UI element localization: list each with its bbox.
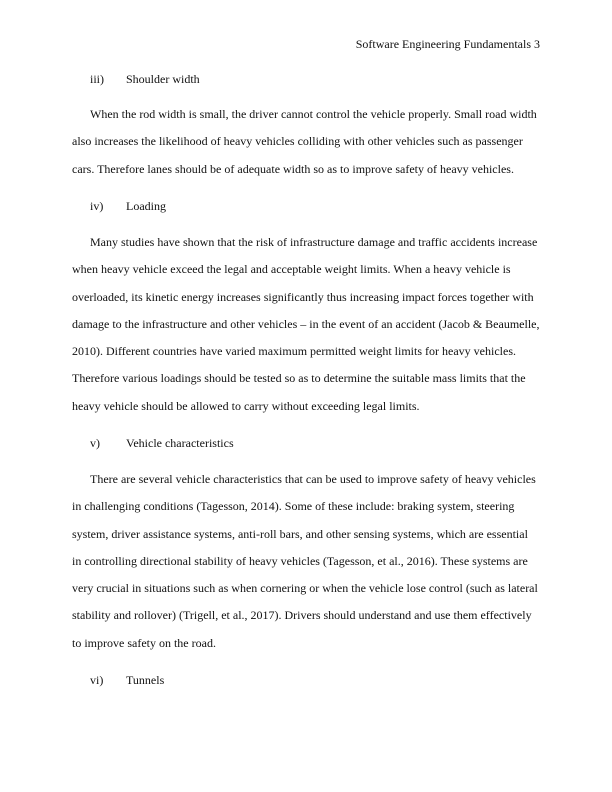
paragraph-line: There are several vehicle characteristics that can be used to improve safety of heavy vehicles bbox=[90, 472, 536, 486]
running-head: Software Engineering Fundamentals 3 bbox=[355, 37, 540, 51]
section-title: Shoulder width bbox=[126, 72, 200, 86]
section-heading-v bbox=[90, 436, 234, 450]
paragraph-line: in challenging conditions (Tagesson, 2014). Some of these include: braking system, steering bbox=[72, 499, 515, 514]
paragraph-loading bbox=[72, 235, 547, 426]
section-number: iv) bbox=[90, 199, 104, 213]
paragraph-line: to improve safety on the road. bbox=[72, 635, 216, 650]
paragraph-line: stability and rollover) (Trigell, et al., 2017). Drivers should understand and use them effectively bbox=[72, 608, 532, 623]
section-title: Vehicle characteristics bbox=[126, 436, 234, 450]
section-number: iii) bbox=[90, 72, 104, 86]
paragraph-line: Therefore various loadings should be tested so as to determine the suitable mass limits that the bbox=[72, 371, 526, 386]
paragraph-line: when heavy vehicle exceed the legal and acceptable weight limits. When a heavy vehicle is bbox=[72, 262, 511, 277]
paragraph-vehicle-characteristics bbox=[72, 472, 547, 663]
section-title: Loading bbox=[126, 199, 166, 213]
paragraph-line: very crucial in situations such as when cornering or when the vehicle lose control (such as lateral bbox=[72, 581, 538, 596]
paragraph-shoulder-width bbox=[72, 107, 547, 189]
paragraph-line: When the rod width is small, the driver cannot control the vehicle properly. Small road width bbox=[90, 107, 537, 121]
section-heading-vi bbox=[90, 673, 164, 687]
section-title: Tunnels bbox=[126, 673, 165, 687]
paragraph-line: 2010). Different countries have varied maximum permitted weight limits for heavy vehicles. bbox=[72, 344, 516, 359]
paragraph-line: overloaded, its kinetic energy increases significantly thus increasing impact forces together with bbox=[72, 289, 534, 304]
paragraph-line: cars. Therefore lanes should be of adequate width so as to improve safety of heavy vehicles. bbox=[72, 161, 514, 176]
paragraph-line: system, driver assistance systems, anti-roll bars, and other sensing systems, which are essential bbox=[72, 526, 528, 541]
paragraph-line: Many studies have shown that the risk of infrastructure damage and traffic accidents increase bbox=[90, 235, 538, 249]
section-heading-iii bbox=[90, 72, 200, 86]
paragraph-line: heavy vehicle should be allowed to carry without exceeding legal limits. bbox=[72, 398, 420, 413]
section-number: vi) bbox=[90, 673, 104, 687]
paragraph-line: damage to the infrastructure and other vehicles – in the event of an accident (Jacob & Beaumelle, bbox=[72, 316, 540, 331]
paragraph-line: in controlling directional stability of heavy vehicles (Tagesson, et al., 2016). These systems are bbox=[72, 553, 528, 568]
paragraph-line: also increases the likelihood of heavy vehicles colliding with other vehicles such as passenger bbox=[72, 134, 523, 149]
section-number: v) bbox=[90, 436, 100, 450]
section-heading-iv bbox=[90, 199, 166, 213]
